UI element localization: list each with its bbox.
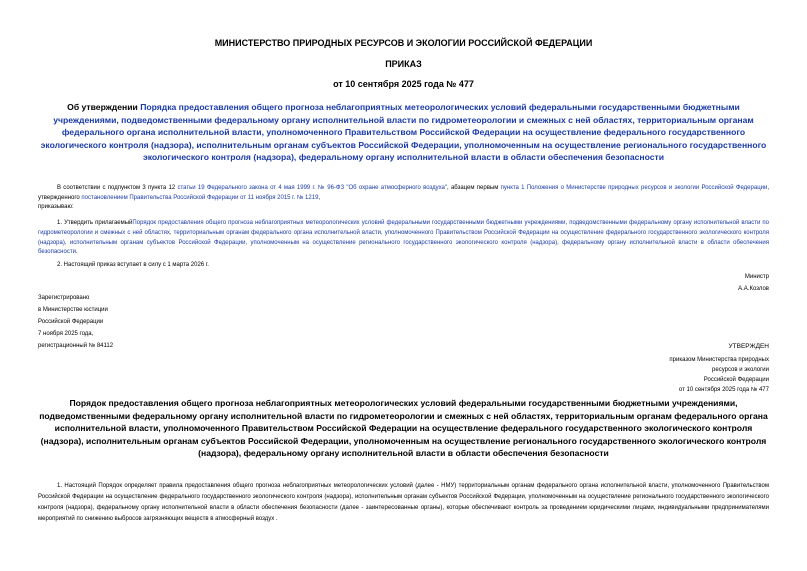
order-item-1 bbox=[38, 219, 769, 258]
title-prefix: Об утверждении bbox=[67, 102, 141, 112]
registration-line-3: Российской Федерации bbox=[38, 319, 104, 325]
preamble-text-1: В соответствии с подпунктом 3 пункта 12 bbox=[57, 185, 178, 191]
procedure-title: Порядок предоставления общего прогноза неблагоприятных метеорологических условий федеральными государственными бюджетными учреждениями, подведомственными федеральному органу исполнительной власти по гидрометеорологии и смежных с ней областях, территориальным органам федерального органа исполнительной власти, уполномоченного Правительством Российской Федерации на осуществление федерального государственного экологического контроля (надзора), исполнительным органам субъектов Российской Федерации, уполномоченным на осуществление регионального государственного экологического контроля (надзора), федеральному органу исполнительной власти в области обеспечения безопасности bbox=[39, 398, 768, 459]
title-link[interactable]: Порядка предоставления общего прогноза неблагоприятных метеорологических условий федеральными государственными бюджетными учреждениями, подведомственными федеральному органу исполнительной власти по гидрометеорологии и смежных с ней областях, территориальным органам федерального органа исполнительной власти, уполномоченного Правительством Российской Федерации на осуществление федерального государственного экологического контроля (надзора), исполнительным органам субъектов Российской Федерации, уполномоченным на осуществление регионального государственного экологического контроля (надзора), федеральному органу исполнительной власти в области обеспечения безопасности bbox=[40, 102, 767, 163]
registration-line-1: Зарегистрировано bbox=[38, 295, 90, 301]
registration-line-5: регистрационный № 84112 bbox=[38, 343, 114, 349]
preamble-text-2: , абзацем первым bbox=[447, 185, 501, 191]
government-decree-link[interactable]: постановлением Правительства Российской Федерации от 11 ноября 2015 г. № 1219 bbox=[81, 194, 319, 201]
preamble-text-4: , bbox=[318, 194, 321, 201]
registration-line-4: 7 ноября 2025 года, bbox=[38, 331, 94, 337]
preamble-paragraph bbox=[38, 184, 769, 204]
document-type: ПРИКАЗ bbox=[385, 59, 422, 69]
approved-line-2: ресурсов и экологии bbox=[712, 367, 769, 373]
approved-line-1: приказом Министерства природных bbox=[669, 357, 769, 363]
approved-heading: УТВЕРЖДЕН bbox=[728, 343, 769, 350]
signature-block bbox=[649, 271, 769, 295]
preamble-text-3: , утвержденного bbox=[38, 185, 770, 201]
regulation-point-link[interactable]: пункта 1 Положения о Министерстве природных ресурсов и экологии Российской Федерации bbox=[500, 185, 768, 191]
registration-block bbox=[38, 292, 238, 352]
procedure-paragraph-1: 1. Настоящий Порядок определяет правила предоставления общего прогноза неблагоприятных метеорологических условий (далее - НМУ) территориальным органам федерального органа исполнительной власти, уполномоченного Правительством Российской Федерации на осуществление федерального государственного экологического контроля (надзора), исполнительным органам субъектов Российской Федерации, уполномоченным на осуществление регионального государственного экологического контроля (надзора), федеральному органу исполнительной власти в области обеспечения безопасности (далее - заинтересованные органы), которые обеспечивают контроль за проведением юридическими лицами, индивидуальными предпринимателями мероприятий по снижению выбросов загрязняющих веществ в атмосферный воздух . bbox=[38, 483, 769, 522]
law-article-link[interactable]: статьи 19 Федерального закона от 4 мая 1999 г. № 96-ФЗ "Об охране атмосферного воздуха" bbox=[177, 185, 448, 191]
approved-line-4: от 10 сентября 2025 года № 477 bbox=[678, 387, 769, 393]
procedure-link[interactable]: Порядок предоставления общего прогноза неблагоприятных метеорологических условий федеральными государственными бюджетными учреждениями, подведомственными федеральному органу исполнительной власти по гидрометеорологии и смежных с ней областях, территориальным органам федерального органа исполнительной власти, уполномоченного Правительством Российской Федерации на осуществление федерального государственного экологического контроля (надзора), исполнительным органам субъектов Российской Федерации, уполномоченным на осуществление регионального государственного экологического контроля (надзора), федеральному органу исполнительной власти в области обеспечения безопасности bbox=[38, 220, 770, 256]
ministry-name: МИНИСТЕРСТВО ПРИРОДНЫХ РЕСУРСОВ И ЭКОЛОГИИ РОССИЙСКОЙ ФЕДЕРАЦИИ bbox=[214, 38, 593, 48]
signer-name: А.А.Козлов bbox=[738, 286, 769, 292]
orders-word: приказываю: bbox=[38, 204, 74, 210]
registration-line-2: в Министерстве юстиции bbox=[38, 307, 108, 313]
approved-line-3: Российской Федерации bbox=[703, 377, 769, 383]
order-item-2: 2. Настоящий приказ вступает в силу с 1 марта 2026 г. bbox=[57, 262, 209, 268]
document-date-number: от 10 сентября 2025 года № 477 bbox=[333, 79, 474, 89]
item1-text: 1. Утвердить прилагаемый bbox=[57, 220, 133, 226]
document-title bbox=[38, 101, 769, 164]
approval-block bbox=[589, 342, 769, 395]
signer-position: Министр bbox=[744, 274, 769, 280]
item1-end: . bbox=[75, 249, 78, 256]
